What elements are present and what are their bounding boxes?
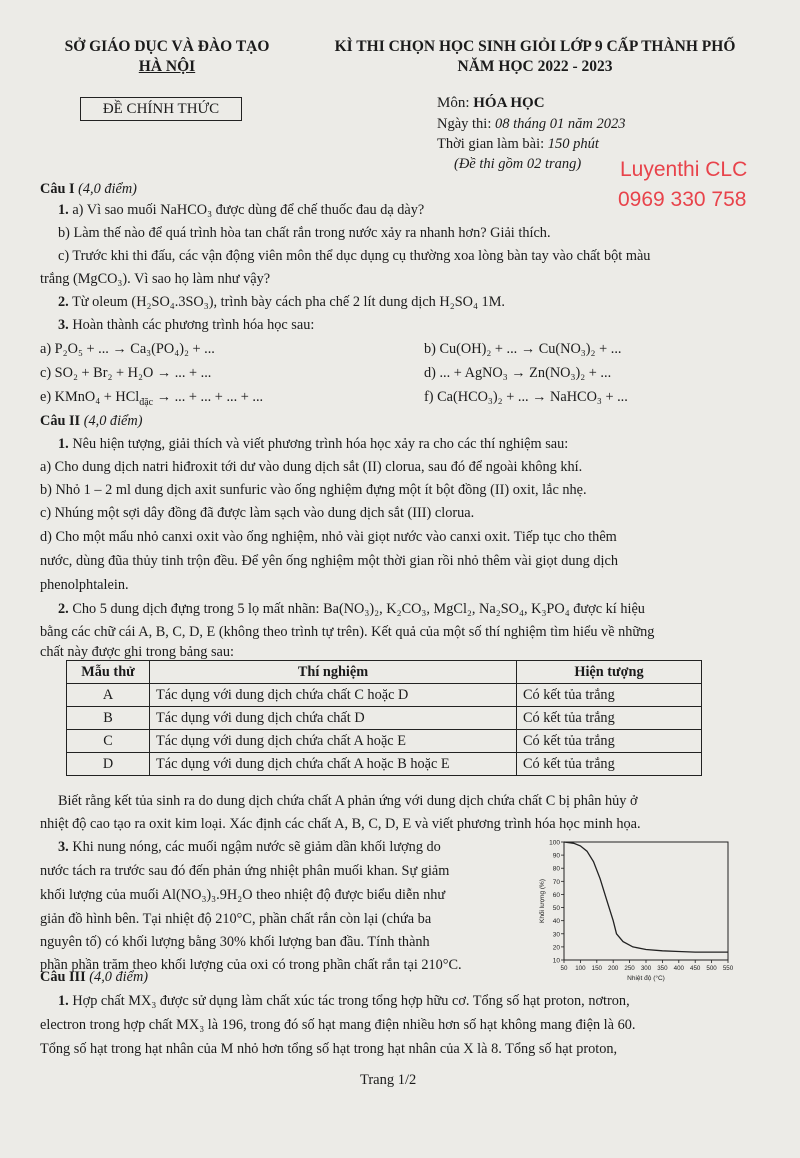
table-row: C Tác dụng với dung dịch chứa chất A hoặc E Có kết tủa trắng bbox=[67, 730, 702, 753]
header-sample: Mẫu thử bbox=[67, 661, 150, 684]
date-label: Ngày thi: bbox=[437, 116, 495, 132]
q2-part3-line4: giản đồ hình bên. Tại nhiệt độ 210°C, phần chất rắn còn lại (chứa ba bbox=[40, 911, 432, 927]
q2-part3-line1: 3. Khi nung nóng, các muối ngậm nước sẽ giảm dần khối lượng do bbox=[58, 839, 441, 855]
mass-loss-chart bbox=[536, 836, 736, 986]
subject-label: Môn: bbox=[437, 95, 474, 111]
q1-part3: 3. Hoàn thành các phương trình hóa học sau: bbox=[58, 317, 315, 333]
y-tick-label: 90 bbox=[552, 852, 560, 860]
table-row: A Tác dụng với dung dịch chứa chất C hoặc D Có kết tủa trắng bbox=[67, 684, 702, 707]
exam-title: KÌ THI CHỌN HỌC SINH GIỎI LỚP 9 CẤP THÀNH PHỐ bbox=[334, 38, 736, 55]
x-tick-label: 300 bbox=[640, 965, 652, 972]
y-tick-label: 30 bbox=[552, 931, 560, 939]
x-tick-label: 550 bbox=[722, 965, 734, 972]
time-label: Thời gian làm bài: bbox=[437, 136, 548, 152]
subject-name: HÓA HỌC bbox=[473, 95, 545, 111]
school-year: NĂM HỌC 2022 - 2023 bbox=[457, 58, 613, 75]
plot-frame bbox=[564, 842, 728, 960]
q2-part2-line3: chất này được ghi trong bảng sau: bbox=[40, 644, 234, 660]
x-tick-label: 400 bbox=[673, 965, 684, 972]
official-exam-box: ĐỀ CHÍNH THỨC bbox=[80, 97, 242, 121]
subject-line bbox=[437, 95, 545, 112]
header-phenomenon: Hiện tượng bbox=[517, 661, 702, 684]
experiment-table bbox=[66, 660, 702, 776]
q1-part1c-line2: trắng (MgCO₃). Vì sao họ làm như vậy? bbox=[40, 271, 271, 287]
pages-note: (Đề thi gồm 02 trang) bbox=[454, 156, 582, 172]
q2-part1c: c) Nhúng một sợi dây đồng đã được làm sạch vào dung dịch sắt (III) clorua. bbox=[40, 505, 475, 521]
exam-date-line bbox=[437, 116, 626, 133]
q2-part1d-line3: phenolphtalein. bbox=[40, 577, 129, 593]
table-row: B Tác dụng với dung dịch chứa chất D Có kết tủa trắng bbox=[67, 707, 702, 730]
q2-part2-line2: bằng các chữ cái A, B, C, D, E (không theo trình tự trên). Kết quả của một số thí nghiệm tìm hiểu về những bbox=[40, 624, 655, 640]
x-axis-label: Nhiệt độ (°C) bbox=[627, 975, 665, 982]
equation-e: e) KMnO₄ + HCl$_{đặc}$ → ... + ... + ... + ... bbox=[40, 389, 264, 408]
x-tick-label: 100 bbox=[575, 965, 586, 972]
q1-part1b: b) Làm thế nào để quá trình hòa tan chất rắn trong nước xảy ra nhanh hơn? Giải thích. bbox=[58, 225, 551, 241]
y-tick-label: 100 bbox=[549, 839, 560, 847]
exam-time-line bbox=[437, 136, 599, 153]
watermark-name: Luyenthi CLC bbox=[620, 158, 748, 181]
question-1-heading: Câu I (4,0 điểm) bbox=[40, 181, 137, 197]
y-tick-label: 40 bbox=[552, 918, 560, 926]
q2-after-table-line2: nhiệt độ cao tạo ra oxit kim loại. Xác định các chất A, B, C, D, E và viết phương trình hóa học minh họa. bbox=[40, 816, 641, 832]
equation-a: a) P₂O₅ + ... → Ca₃(PO₄)₂ + ... bbox=[40, 341, 215, 357]
y-tick-label: 50 bbox=[552, 905, 560, 913]
q2-part1b: b) Nhỏ 1 – 2 ml dung dịch axit sunfuric vào ống nghiệm đựng một ít bột đồng (II) oxit, lắc nhẹ. bbox=[40, 482, 587, 498]
x-tick-label: 200 bbox=[608, 965, 619, 972]
x-tick-label: 50 bbox=[560, 965, 568, 972]
q2-part3-line2: nước tách ra trước sau đó đến phản ứng nhiệt phân muối khan. Sự giảm bbox=[40, 863, 450, 879]
equation-c: c) SO₂ + Br₂ + H₂O → ... + ... bbox=[40, 365, 212, 381]
x-tick-label: 150 bbox=[591, 965, 602, 972]
equation-d: d) ... + AgNO₃ → Zn(NO₃)₂ + ... bbox=[424, 365, 612, 381]
exam-date: 08 tháng 01 năm 2023 bbox=[495, 116, 626, 132]
watermark-phone: 0969 330 758 bbox=[618, 188, 747, 211]
q2-part1a: a) Cho dung dịch natri hiđroxit tới dư vào dung dịch sắt (II) clorua, sau đó để ngoài không khí. bbox=[40, 459, 583, 475]
q2-part3-line3: khối lượng của muối Al(NO₃)₃.9H₂O theo nhiệt độ được biểu diễn như bbox=[40, 887, 446, 903]
x-tick-label: 450 bbox=[690, 965, 701, 972]
q2-after-table-line1: Biết rằng kết tủa sinh ra do dung dịch chứa chất A phản ứng với dung dịch chứa chất C bị phân hủy ở bbox=[58, 793, 638, 809]
table-row: D Tác dụng với dung dịch chứa chất A hoặc B hoặc E Có kết tủa trắng bbox=[67, 753, 702, 776]
q2-part1d-line2: nước, dùng đũa thủy tinh trộn đều. Để yên ống nghiệm một thời gian rồi nhỏ thêm vài giọt dung dịch bbox=[40, 553, 618, 569]
equation-f: f) Ca(HCO₃)₂ + ... → NaHCO₃ + ... bbox=[424, 389, 628, 405]
mass-curve bbox=[564, 842, 728, 952]
q3-part1-line2: electron trong hợp chất MX₃ là 196, trong đó số hạt mang điện nhiều hơn số hạt không mang điện là 60. bbox=[40, 1017, 636, 1033]
q2-part3-line6: phần phần trăm theo khối lượng của oxi có trong phần chất rắn tại 210°C. bbox=[40, 957, 462, 973]
equation-b: b) Cu(OH)₂ + ... → Cu(NO₃)₂ + ... bbox=[424, 341, 622, 357]
y-axis-label: Khối lượng (%) bbox=[539, 878, 546, 924]
header-experiment: Thí nghiệm bbox=[150, 661, 517, 684]
dept-name: SỞ GIÁO DỤC VÀ ĐÀO TẠO bbox=[64, 38, 270, 55]
q1-part1a: 1. a) Vì sao muối NaHCO₃ được dùng để chế thuốc đau dạ dày? bbox=[58, 202, 425, 218]
page-number: Trang 1/2 bbox=[360, 1072, 417, 1088]
y-tick-label: 60 bbox=[552, 891, 560, 899]
q2-part1: 1. Nêu hiện tượng, giải thích và viết phương trình hóa học xảy ra cho các thí nghiệm sau: bbox=[58, 436, 569, 452]
q3-part1-line3: Tổng số hạt trong hạt nhân của M nhỏ hơn tổng số hạt trong hạt nhân của X là 8. Tổng số hạt proton, bbox=[40, 1041, 618, 1057]
question-2-heading: Câu II (4,0 điểm) bbox=[40, 413, 143, 429]
q1-part2: 2. Từ oleum (H₂SO₄.3SO₃), trình bày cách pha chế 2 lít dung dịch H₂SO₄ 1M. bbox=[58, 294, 505, 310]
y-tick-label: 20 bbox=[552, 944, 560, 952]
q2-part2-line1: 2. Cho 5 dung dịch đựng trong 5 lọ mất nhãn: Ba(NO₃)₂, K₂CO₃, MgCl₂, Na₂SO₄, K₃PO₄ được kí hiệu bbox=[58, 601, 645, 617]
y-tick-label: 70 bbox=[552, 878, 560, 886]
y-tick-label: 80 bbox=[552, 865, 560, 873]
q3-part1-line1: 1. Hợp chất MX₃ được sử dụng làm chất xúc tác trong tổng hợp hữu cơ. Tổng số hạt proton, nơtron, bbox=[58, 993, 630, 1009]
x-tick-label: 350 bbox=[657, 965, 668, 972]
table-header-row bbox=[67, 661, 702, 684]
city-name: HÀ NỘI bbox=[138, 58, 196, 75]
q2-part3-line5: nguyên tố) có khối lượng bằng 30% khối lượng ban đầu. Tính thành bbox=[40, 934, 430, 950]
x-tick-label: 250 bbox=[624, 965, 635, 972]
q2-part1d-line1: d) Cho một mẩu nhỏ canxi oxit vào ống nghiệm, nhỏ vài giọt nước vào canxi oxit. Tiếp tục cho thêm bbox=[40, 529, 617, 545]
x-tick-label: 500 bbox=[706, 965, 717, 972]
question-3-heading: Câu III (4,0 điểm) bbox=[40, 969, 149, 985]
q1-part1c-line1: c) Trước khi thi đấu, các vận động viên môn thể dục dụng cụ thường xoa lòng bàn tay vào chất bột màu bbox=[58, 248, 651, 264]
exam-time: 150 phút bbox=[547, 136, 599, 152]
y-tick-label: 10 bbox=[552, 957, 560, 965]
